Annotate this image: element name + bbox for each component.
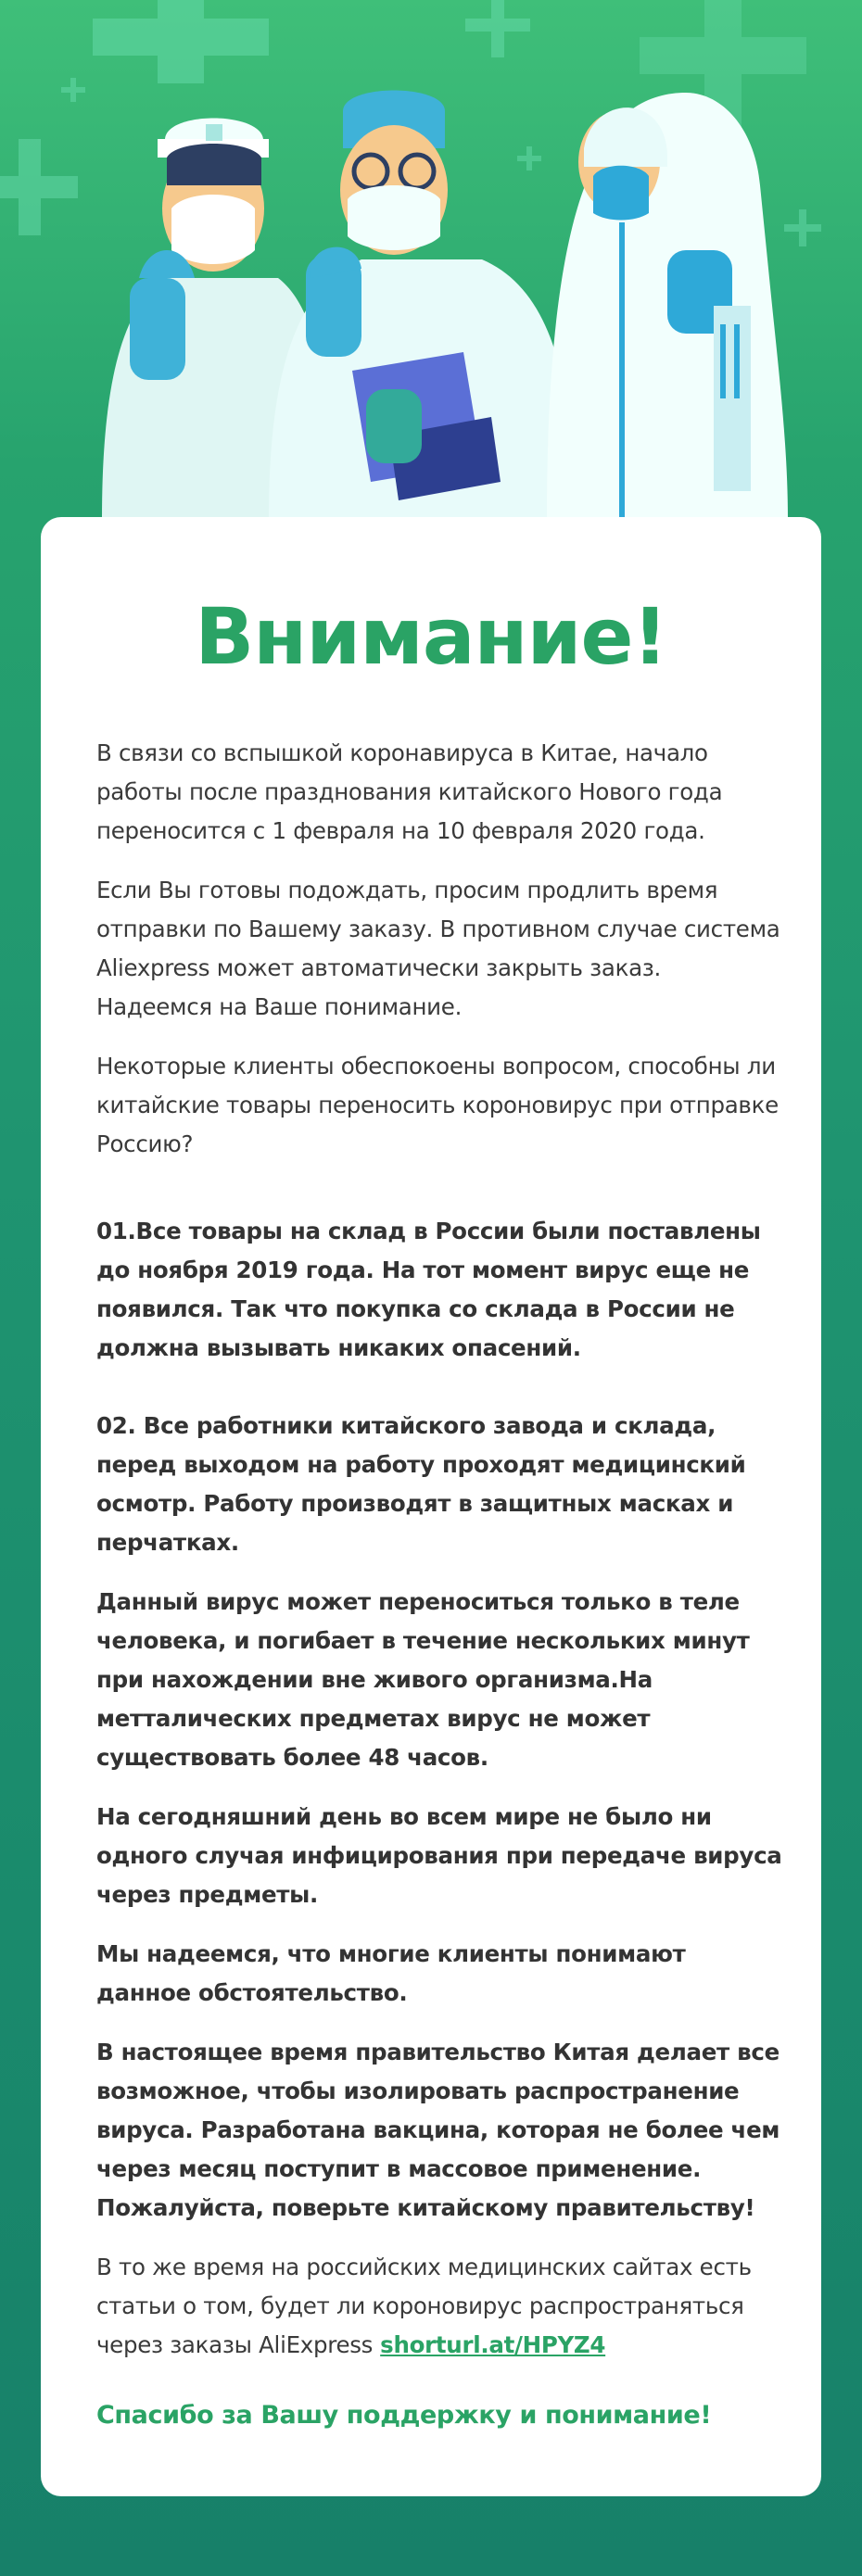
paragraph-virus-survival: Данный вирус может переноситься только в теле человека, и погибает в течение нескольких минут при нахождении вне живого организма.На метталических предметах вирус не может существовать более 48 часов.	[96, 1588, 750, 1771]
notice-card	[41, 517, 821, 2496]
paragraph-point-01: 01.Все товары на склад в России были поставлены до ноября 2019 года. На тот момент вирус еще не появился. Так что покупка со склада в России не должна вызывать никаких опасений.	[96, 1218, 761, 1361]
notice-content	[96, 734, 782, 2435]
paragraph-concern: Некоторые клиенты обеспокоены вопросом, способны ли китайские товары переносить короновирус при отправке Россию?	[96, 1053, 779, 1157]
paragraph-intro: В связи со вспышкой коронавируса в Китае, начало работы после празднования китайского Нового года переносится с 1 февраля на 10 февраля 2020 года.	[96, 739, 723, 844]
hazmat-figure	[547, 93, 788, 519]
paragraph-no-cases: На сегодняшний день во всем мире не было ни одного случая инфицирования при передаче вируса через предметы.	[96, 1803, 782, 1908]
paragraph-understanding: Мы надеемся, что многие клиенты понимают данное обстоятельство.	[96, 1940, 686, 2006]
paragraph-medical-sites	[96, 2248, 782, 2365]
paragraph-government: В настоящее время правительство Китая делает все возможное, чтобы изолировать распространение вируса. Разработана вакцина, которая не более чем через месяц поступит в массовое применение. Пожалуйста, поверьте китайскому правительству!	[96, 2039, 780, 2221]
decorative-plus-icons	[0, 0, 862, 519]
paragraph-point-02: 02. Все работники китайского завода и склада, перед выходом на работу проходят медицинский осмотр. Работу производят в защитных масках и перчатках.	[96, 1412, 746, 1556]
paragraph-wait-request: Если Вы готовы подождать, просим продлить время отправки по Вашему заказу. В противном случае система Aliexpress может автоматически закрыть заказ. Надеемся на Ваше понимание.	[96, 877, 780, 1020]
hero-illustration	[0, 0, 862, 519]
thanks-message: Спасибо за Вашу поддержку и понимание!	[96, 2401, 712, 2430]
paragraph-medical-sites-text: В то же время на российских медицинских сайтах есть статьи о том, будет ли короновирус распространяться через заказы AliExpress	[96, 2254, 752, 2358]
shorturl-link[interactable]: shorturl.at/HPYZ4	[380, 2331, 606, 2358]
page-title: Внимание!	[195, 591, 667, 682]
